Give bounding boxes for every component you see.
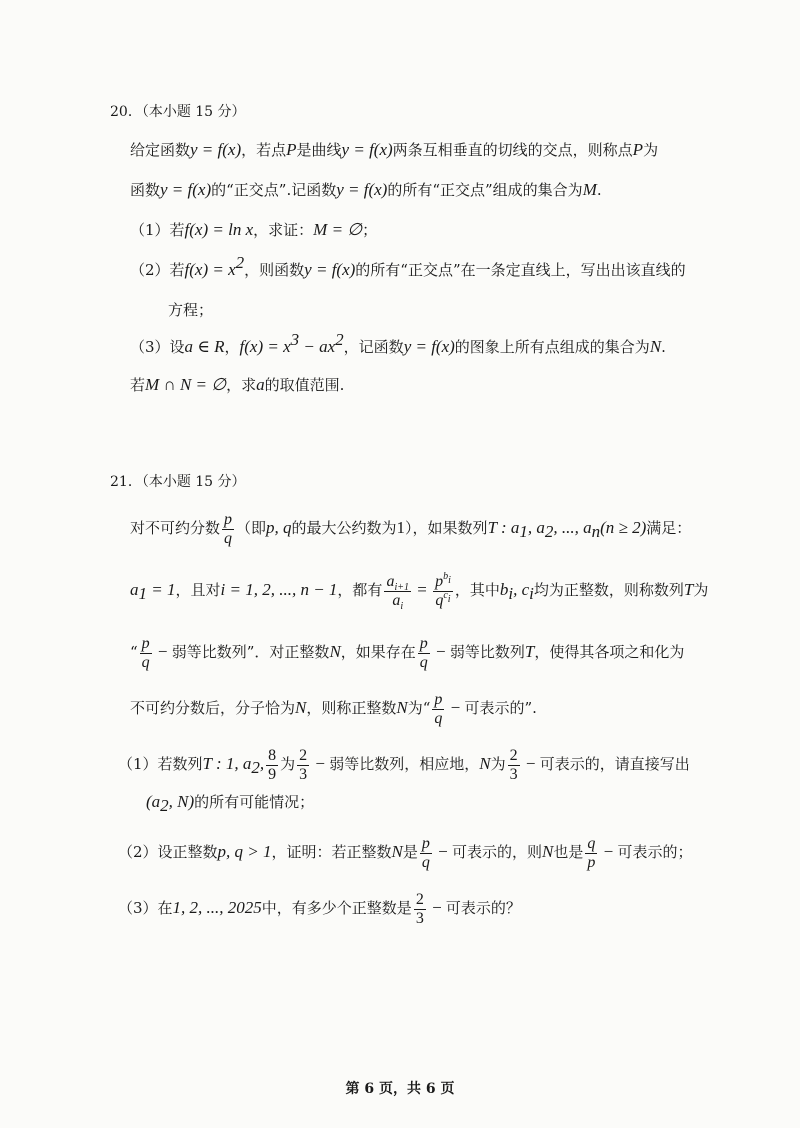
problem-20-line-1: 给定函数y = f(x)，若点P是曲线y = f(x)两条互相垂直的切线的交点，则称点P为 (130, 140, 659, 159)
problem-20-part-2-cont: 方程； (168, 301, 214, 319)
problem-21-line-3: “ $\frac{p}{q}$ − 弱等比数列”．对正整数N，如果存在 $\frac{p}{q}$ − 弱等比数列T，使得其各项之和化为 (130, 634, 685, 671)
problem-21-line-1: 对不可约分数 $\frac{p}{q}$ （即p, q的最大公约数为1），如果数列T : $a_1$, $a_2$, ..., $a_n(n \ge 2)$满足： (130, 510, 692, 547)
problem-21-part-2: （2）设正整数p, q > 1，证明：若正整数N是 $\frac{p}{q}$ − 可表示的，则N也是 $\frac{q}{p}$ − 可表示的； (118, 834, 693, 871)
problem-21-line-2: $a_1 = 1$，且对i = 1, 2, ..., n − 1，都有 $\frac{a_{i+1}}{a_i}$ = $\frac{p^{b_i}}{q^{c_i}}$ ，其中$b_i$, $c_i$均为正整数，则称数列T为 (130, 570, 709, 612)
problem-21-line-4: 不可约分数后，分子恰为N，则称正整数N为“ $\frac{p}{q}$ − 可表示的”. (130, 690, 537, 727)
problem-20-header: 20．（本小题 15 分） (110, 104, 246, 120)
problem-20-part-2: （2）若$f(x) = x^2$，则函数y = f(x)的所有“正交点”在一条定直线上，写出出该直线的 (130, 253, 686, 279)
problem-21-part-1: （1）若数列T : 1, $a_2$, $\frac{8}{9}$ 为 $\frac{2}{3}$ − 弱等比数列，相应地，N为 $\frac{2}{3}$ − 可表示的，请直接写出 (118, 746, 690, 783)
problem-20-part-3-cont: 若M ∩ N = ∅，求a的取值范围. (130, 375, 345, 394)
problem-21-part-3: （3）在1, 2, ..., 2025中，有多少个正整数是 $\frac{2}{3}$ − 可表示的？ (118, 890, 521, 927)
problem-21-header: 21．（本小题 15 分） (110, 474, 246, 490)
problem-20-part-3: （3）设a ∈ R，$f(x) = x^3 - ax^2$，记函数y = f(x)的图象上所有点组成的集合为N. (130, 330, 666, 356)
page-footer: 第 6 页，共 6 页 (345, 1081, 455, 1097)
problem-21-part-1-cont: ($a_2$, N)的所有可能情况； (146, 792, 315, 815)
problem-20-line-2: 函数y = f(x)的“正交点”.记函数y = f(x)的所有“正交点”组成的集合为M. (130, 180, 602, 199)
problem-20-part-1: （1）若f(x) = ln x，求证：M = ∅； (130, 220, 378, 239)
